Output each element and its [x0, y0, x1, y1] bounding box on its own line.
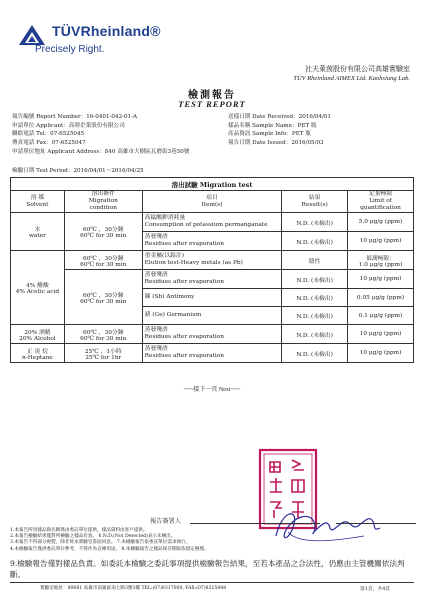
table-row [11, 344, 414, 363]
applicant-fax: 傳真電話 Fax：07-6525047 [12, 140, 86, 147]
loq-permanganate: 5.0 μg/g (ppm) [348, 213, 414, 232]
header-result: 結果 Result(s) [282, 191, 348, 213]
lab-name-en: TÜV Rheinland AIMEX Ltd. Kaohsiung Lab. [293, 75, 410, 82]
solvent-alcohol: 20% 酒精 20% Alcohol [11, 325, 65, 344]
loq-antimony: 0.05 μg/g (ppm) [348, 289, 414, 307]
page-number: 第1頁，共4頁 [360, 587, 391, 592]
note-line: 3.本報告不得部分複製，除非經本實驗室書面同意。 7.本檢驗報告依委託單位需求執行。 [10, 540, 191, 546]
brand-name: TÜVRheinland® [52, 23, 161, 39]
item-residue-water: 蒸發殘渣 Residues after evaporation [142, 232, 282, 251]
table-row [11, 213, 414, 232]
condition-heptane: 25℃ ，1小時 25℃ for 1hr [64, 344, 142, 363]
lab-name-zh: 社夫萊茵股份有限公司高雄實驗室 [305, 65, 410, 73]
item-germanium: 鍺 (Ge) Germanium [142, 307, 282, 325]
item-residue-alcohol: 蒸發殘渣 Residues after evaporation [142, 325, 282, 344]
header-item: 項目 Item(s) [142, 191, 282, 213]
result-germanium: N.D. (未檢出) [282, 307, 348, 325]
table-header-row [11, 191, 414, 213]
table-row [11, 325, 414, 344]
report-title-en: TEST REPORT [178, 99, 246, 109]
note-line: 2.本報告檢驗結果僅對所檢驗之樣品有效。 6.N.D.(Not Detected)表示未檢出。 [10, 534, 176, 540]
signature-line [190, 523, 320, 524]
condition-acetic-2: 60℃ ，30分鐘 60℃ for 30 min [64, 270, 142, 325]
solvent-acetic: 4% 醋酸 4% Acetic acid [11, 251, 65, 325]
item-permanganate: 高錳酸鉀消耗量 Consumption of potassium permanganate [142, 213, 282, 232]
loq-heavy-metals: 偵測極限： 1.0 μg/g (ppm) [348, 251, 414, 270]
table-caption: 溶出試驗 Migration test [11, 178, 414, 191]
header-loq: 定量極限 Limit of quantification [348, 191, 414, 213]
date-line [336, 523, 416, 524]
test-period: 檢驗日期 Test Period：2016/04/01～2016/04/25 [12, 168, 144, 174]
report-title-zh: 檢測報告 [188, 90, 236, 101]
legal-note: 9.檢驗報告僅對樣品負責。如委託本檢驗之委託事項提供檢驗報告結果，至若本產品之合法性，仍應由主管機關依法判斷。 [10, 559, 405, 579]
header-condition: 溶出條件 Migration condition [64, 191, 142, 213]
date-issued: 報告日期 Date Issued：2016/05/03 [228, 140, 324, 147]
item-residue-acetic: 蒸發殘渣 Residues after evaporation [142, 270, 282, 289]
item-heavy-metals: 重金屬(以鉛計) Elution test-Heavy metals (as Pb) [142, 251, 282, 270]
result-heavy-metals: 陰性 [282, 251, 348, 270]
tuv-triangle-logo-icon [18, 24, 46, 46]
loq-residue-acetic: 10 μg/g (ppm) [348, 270, 414, 289]
result-residue-acetic: N.D. (未檢出) [282, 270, 348, 289]
signatory-label: 報告簽署人 [150, 518, 181, 525]
applicant: 申請單位 Applicant：高睦企業股份有限公司 [12, 122, 125, 129]
report-number: 報告編號 Report Number：16-0401-042-01-A [12, 114, 138, 120]
report-notes [10, 528, 414, 553]
applicant-address: 申請單位地址 Applicant Address：840 高雄市大樹區瓦磨街3巷50號 [12, 148, 190, 155]
footer-divider [10, 582, 414, 583]
solvent-heptane: 正 庚 烷 n-Heptane [11, 344, 65, 363]
sample-name: 樣品名稱 Sample Name：PET 瓶 [228, 122, 317, 129]
item-antimony: 銻 (Sb) Antimony [142, 289, 282, 307]
next-page-marker: ~~~接下一頁 Next~~~ [183, 387, 241, 393]
result-residue-water: N.D. (未檢出) [282, 232, 348, 251]
lab-address-footer: 實驗室地址：80681 高雄市前鎮區南七路3號3樓 TEL:(07)8317000, FAX:(07)8315848 [40, 586, 227, 591]
result-residue-alcohol: N.D. (未檢出) [282, 325, 348, 344]
solvent-water: 水 water [11, 213, 65, 251]
table-row [11, 270, 414, 289]
item-residue-heptane: 蒸發殘渣 Residues after evaporation [142, 344, 282, 363]
table-row [11, 251, 414, 270]
note-line: 4.本檢驗報告僅供委託單位參考，不得作為宣傳用途。 8.本檢驗報告之樣品保存期限依規定辦理。 [10, 546, 209, 552]
condition-water: 60℃ ，30分鐘 60℃ for 30 min [64, 213, 142, 251]
brand-slogan: Precisely Right. [35, 44, 105, 55]
header-solvent: 溶 媒 Solvent [11, 191, 65, 213]
migration-test-table [10, 177, 414, 363]
result-antimony: N.D. (未檢出) [282, 289, 348, 307]
sample-info: 產品資訊 Sample Info：PET 瓶 [228, 131, 311, 138]
date-received: 送樣日期 Date Received：2016/04/01 [228, 114, 331, 120]
loq-residue-alcohol: 10 μg/g (ppm) [348, 325, 414, 344]
condition-alcohol: 60℃ ，30分鐘 60℃ for 30 min [64, 325, 142, 344]
report-info-left [12, 113, 189, 156]
applicant-tel: 聯絡電話 Tel：07-6525045 [12, 131, 85, 138]
result-residue-heptane: N.D. (未檢出) [282, 344, 348, 363]
result-permanganate: N.D. (未檢出) [282, 213, 348, 232]
loq-residue-heptane: 10 μg/g (ppm) [348, 344, 414, 363]
note-line: 1.本報告所用樣品與名稱係由委託單位提供，樣品資料由客戶提供。 [10, 528, 148, 533]
condition-acetic-1: 60℃ ，30分鐘 60℃ for 30 min [64, 251, 142, 270]
loq-residue-water: 10 μg/g (ppm) [348, 232, 414, 251]
report-info-right [228, 113, 331, 148]
loq-germanium: 0.1 μg/g (ppm) [348, 307, 414, 325]
